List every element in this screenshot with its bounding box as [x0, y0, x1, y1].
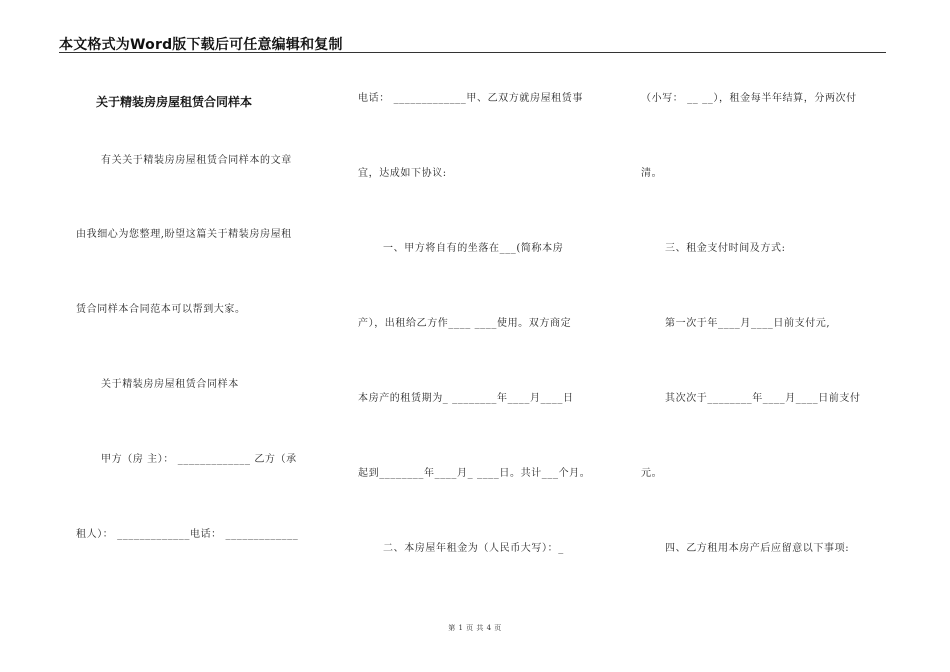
col2-line-6: 起到________年____月_ ____日。共计___个月。	[358, 468, 591, 479]
page-number-footer: 第 1 页 共 4 页	[448, 624, 502, 632]
col3-line-2: 清。	[641, 168, 663, 179]
col2-line-4: 产），出租给乙方作____ ____使用。双方商定	[358, 318, 572, 329]
col3-line-7: 四、乙方租用本房产后应留意以下事项:	[665, 543, 850, 554]
col2-line-2: 宜，达成如下协议:	[358, 168, 447, 179]
col3-line-6: 元。	[641, 468, 663, 479]
col2-line-3: 一、甲方将自有的坐落在___(简称本房	[383, 243, 564, 254]
document-banner: 本文格式为Word版下载后可任意编辑和复制	[59, 37, 343, 53]
col3-line-5: 其次次于________年____月____日前支付	[665, 393, 861, 404]
banner-divider	[59, 52, 886, 53]
col2-line-1: 电话： _____________甲、乙双方就房屋租赁事	[358, 93, 583, 104]
col3-line-4: 第一次于年____月____日前支付元,	[665, 318, 831, 329]
col1-line-1: 有关关于精装房房屋租赁合同样本的文章	[101, 155, 292, 166]
col3-line-3: 三、租金支付时间及方式:	[665, 243, 786, 254]
document-title: 关于精装房房屋租赁合同样本	[96, 95, 253, 109]
col1-line-2: 由我细心为您整理,盼望这篇关于精装房房屋租	[76, 229, 292, 240]
col1-line-4: 关于精装房房屋租赁合同样本	[101, 379, 239, 390]
col3-line-1: （小写： __ __），租金每半年结算，分两次付	[641, 93, 857, 104]
col1-line-6: 租人）： _____________电话： _____________	[76, 529, 299, 540]
col2-line-7: 二、本房屋年租金为（人民币大写）：_	[383, 543, 564, 554]
col1-line-3: 赁合同样本合同范本可以帮到大家。	[76, 304, 246, 315]
col1-line-5: 甲方（房 主）： _____________ 乙方（承	[101, 454, 297, 465]
col2-line-5: 本房产的租赁期为_ ________年____月____日	[358, 393, 574, 404]
